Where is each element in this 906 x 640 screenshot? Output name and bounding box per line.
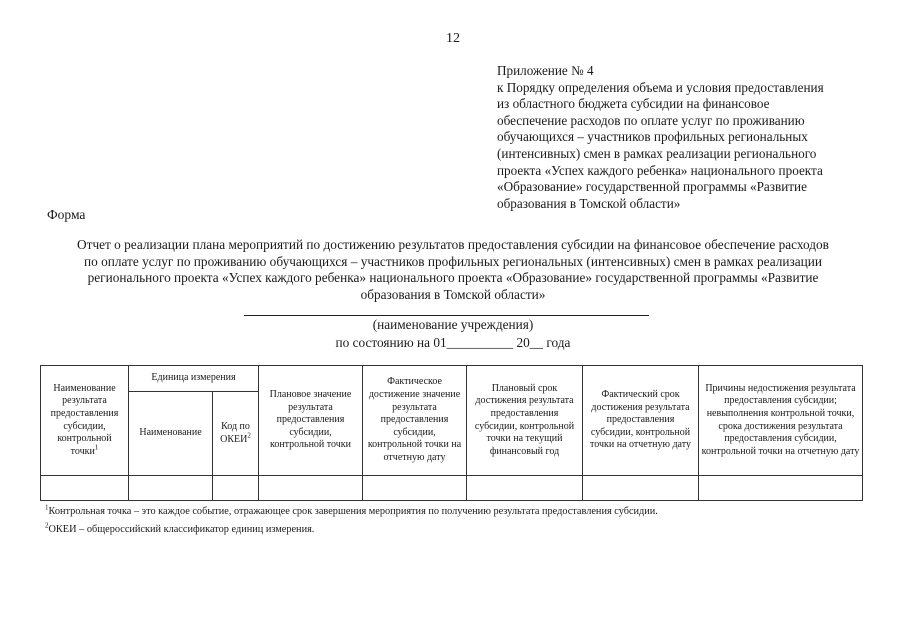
header-unit-name: Наименование [129, 392, 213, 476]
institution-name-line[interactable] [244, 315, 649, 316]
header-planned-value: Плановое значение результата предоставления субсидии, контрольной точки [259, 366, 363, 476]
table-row [41, 476, 863, 501]
table-cell[interactable] [363, 476, 467, 501]
header-planned-deadline: Плановый срок достижения результата предоставления субсидии, контрольной точки на текущий финансовый год [467, 366, 583, 476]
header-result-name-text: Наименование результата предоставления субсидии, контрольной точки [50, 382, 119, 457]
footnote-text: Контрольная точка – это каждое событие, отражающее срок завершения мероприятия по получению результата предоставления субсидии. [48, 506, 658, 517]
table-cell[interactable] [467, 476, 583, 501]
footnote-1 [45, 503, 658, 517]
footnote-mark: 2 [45, 521, 49, 530]
header-unit-group: Единица измерения [129, 366, 259, 392]
table-cell[interactable] [41, 476, 129, 501]
report-title-line: образования в Томской области» [360, 286, 546, 302]
report-title-line: регионального проекта «Успех каждого ребенка» национального проекта «Образование» государственной программы «Развитие [87, 270, 819, 286]
appendix-header [497, 63, 857, 212]
table-cell[interactable] [699, 476, 863, 501]
header-unit-code [213, 392, 259, 476]
appendix-line: обеспечение расходов по оплате услуг по проживанию [497, 112, 805, 128]
institution-caption: (наименование учреждения) [372, 317, 534, 332]
report-table [40, 365, 863, 501]
header-actual-deadline: Фактический срок достижения результата предоставления субсидии, контрольной точки на отчетную дату [583, 366, 699, 476]
appendix-line: «Образование» государственной программы «Развитие [497, 179, 807, 195]
appendix-line: образования в Томской области» [497, 195, 681, 211]
appendix-line: Приложение № 4 [497, 63, 594, 78]
table-cell[interactable] [213, 476, 259, 501]
appendix-line: к Порядку определения объема и условия предоставления [497, 79, 824, 95]
header-reasons: Причины недостижения результата предоставления субсидии; невыполнения контрольной точки, срока достижения результата предоставления субсидии, контрольной точки на отчетную дату [699, 366, 863, 476]
report-title-line: Отчет о реализации плана мероприятий по достижению результатов предоставления субсидии на финансовое обеспечение расходов [77, 237, 829, 252]
appendix-line: обучающихся – участников профильных региональных [497, 129, 808, 145]
header-actual-value: Фактическое достижение значение результата предоставления субсидии, контрольной точки на отчетную дату [363, 366, 467, 476]
report-title-line: по оплате услуг по проживанию обучающихся – участников профильных региональных (интенсивных) смен в рамках реализации [84, 253, 822, 269]
footnote-mark: 1 [45, 503, 49, 512]
table-cell[interactable] [259, 476, 363, 501]
page-number: 12 [446, 31, 460, 46]
header-result-name [41, 366, 129, 476]
footnote-ref-1: 1 [94, 443, 99, 452]
form-label: Форма [47, 207, 86, 222]
table-cell[interactable] [583, 476, 699, 501]
appendix-line: проекта «Успех каждого ребенка» национального проекта [497, 162, 823, 178]
table-cell[interactable] [129, 476, 213, 501]
report-title [20, 237, 886, 303]
footnote-ref-2: 2 [247, 431, 251, 440]
footnote-2 [45, 521, 315, 535]
report-date-line: по состоянию на 01__________ 20__ года [335, 335, 571, 350]
appendix-line: из областного бюджета субсидии на финансовое [497, 96, 770, 112]
footnote-text: ОКЕИ – общероссийский классификатор единиц измерения. [48, 524, 315, 535]
header-unit-code-text: Код по ОКЕИ [220, 420, 250, 445]
appendix-line: (интенсивных) смен в рамках реализации регионального [497, 145, 817, 161]
